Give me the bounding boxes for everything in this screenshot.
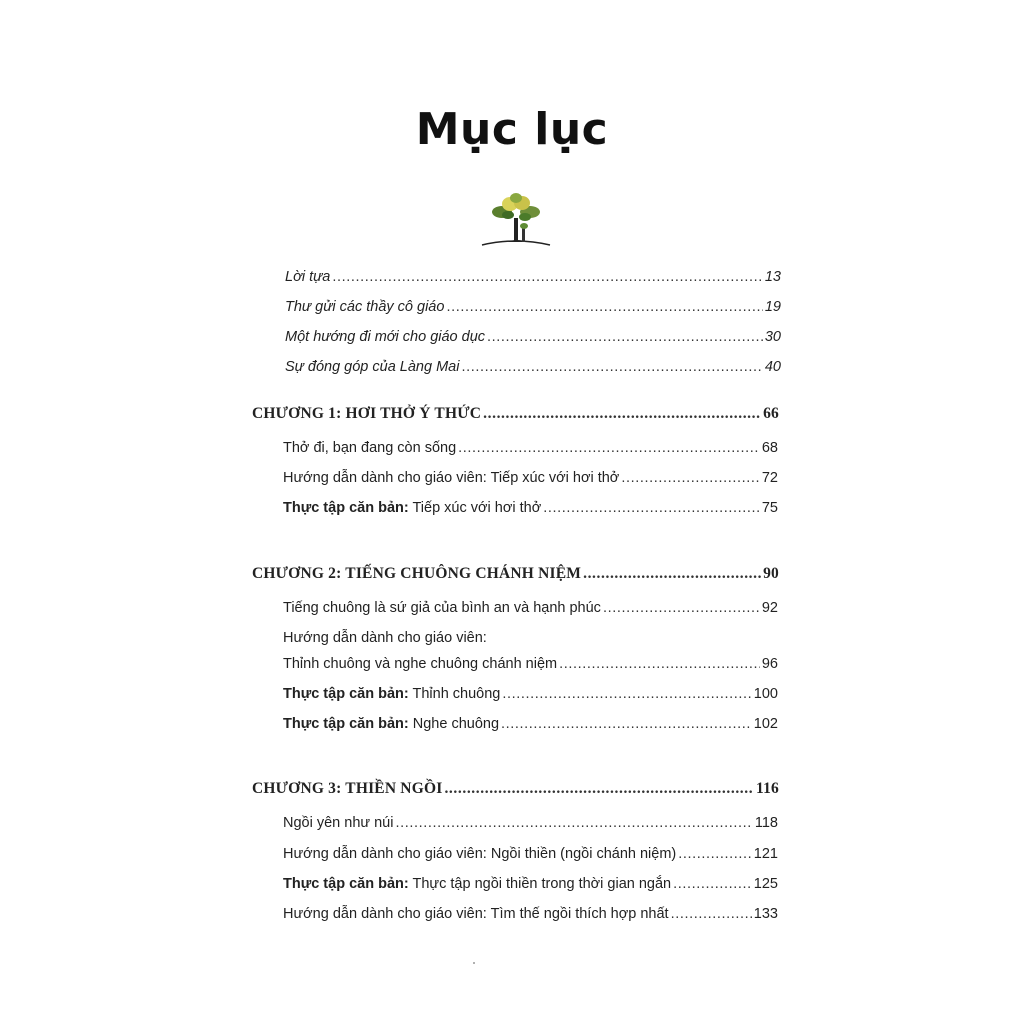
toc-entry[interactable] [283, 600, 778, 616]
toc-entry-preface[interactable] [285, 269, 781, 285]
toc-page-number: 121 [753, 846, 778, 862]
leader-dots [673, 876, 752, 892]
toc-page-number: 19 [764, 299, 781, 315]
toc-entry-letter[interactable] [285, 299, 781, 315]
tree-icon [480, 190, 552, 248]
toc-page-number: 68 [761, 440, 778, 456]
toc-page-number: 116 [756, 780, 779, 797]
toc-entry-label: Thở đi, bạn đang còn sống [283, 440, 457, 456]
toc-page-number: 96 [761, 656, 778, 672]
chapter-title: CHƯƠNG 1: HƠI THỞ Ý THỨC [252, 404, 482, 423]
toc-chapter-3[interactable] [252, 780, 779, 798]
toc-entry-contribution[interactable] [285, 359, 781, 375]
toc-entry-label: Tiếng chuông là sứ giả của bình an và hạnh phúc [283, 600, 601, 616]
leader-dots [559, 656, 760, 672]
toc-entry-label: Ngồi yên như núi [283, 815, 394, 831]
leader-dots [621, 470, 760, 486]
toc-entry[interactable] [283, 906, 778, 922]
leader-dots [583, 565, 761, 583]
toc-entry[interactable] [283, 500, 778, 516]
practice-prefix: Thực tập căn bản: [283, 716, 409, 732]
leader-dots [671, 906, 752, 922]
chapter-title: CHƯƠNG 2: TIẾNG CHUÔNG CHÁNH NIỆM [252, 564, 582, 583]
toc-entry[interactable] [283, 846, 778, 862]
leader-dots [483, 405, 761, 423]
toc-entry-label: Thỉnh chuông và nghe chuông chánh niệm [283, 656, 558, 672]
toc-page-number: 72 [761, 470, 778, 486]
toc-page-number: 90 [763, 565, 779, 582]
leader-dots [543, 500, 760, 516]
chapter-title: CHƯƠNG 3: THIỀN NGỒI [252, 779, 443, 798]
leader-dots [487, 329, 763, 345]
leader-dots [502, 686, 751, 702]
practice-prefix: Thực tập căn bản: [283, 876, 409, 892]
toc-page-number: 100 [753, 686, 778, 702]
leader-dots [458, 440, 760, 456]
toc-entry-new-direction[interactable] [285, 329, 781, 345]
toc-entry[interactable] [283, 470, 778, 486]
toc-entry[interactable] [283, 686, 778, 702]
toc-entry-label: Lời tựa [285, 269, 331, 285]
toc-entry-label: Tiếp xúc với hơi thở [408, 500, 542, 516]
toc-entry-label: Thực tập ngồi thiền trong thời gian ngắn [408, 876, 672, 892]
toc-entry[interactable] [283, 815, 778, 831]
toc-page-number: 30 [764, 329, 781, 345]
toc-page-number: 40 [764, 359, 781, 375]
page-title: Mục lục [415, 104, 609, 155]
page-mark [473, 962, 475, 964]
toc-chapter-1[interactable] [252, 405, 779, 423]
toc-entry-label: Một hướng đi mới cho giáo dục [285, 329, 486, 345]
toc-page-number: 125 [753, 876, 778, 892]
toc-entry-label: Sự đóng góp của Làng Mai [285, 359, 460, 375]
toc-entry-label: Hướng dẫn dành cho giáo viên: Ngồi thiền (ngồi chánh niệm) [283, 846, 677, 862]
toc-page-number: 75 [761, 500, 778, 516]
leader-dots [501, 716, 752, 732]
toc-entry-label: Thỉnh chuông [408, 686, 501, 702]
toc-page-number: 102 [753, 716, 778, 732]
leader-dots [678, 846, 752, 862]
leader-dots [444, 780, 754, 798]
toc-entry-label: Hướng dẫn dành cho giáo viên: Tiếp xúc với hơi thở [283, 470, 620, 486]
toc-page-number: 118 [754, 815, 778, 831]
practice-prefix: Thực tập căn bản: [283, 500, 409, 516]
toc-page-number: 133 [753, 906, 778, 922]
leader-dots [395, 815, 752, 831]
toc-page-number: 92 [761, 600, 778, 616]
practice-prefix: Thực tập căn bản: [283, 686, 409, 702]
toc-page-number: 13 [764, 269, 781, 285]
leader-dots [332, 269, 762, 285]
toc-entry[interactable] [283, 876, 778, 892]
leader-dots [461, 359, 762, 375]
leader-dots [446, 299, 762, 315]
toc-entry-line1: Hướng dẫn dành cho giáo viên: [283, 630, 487, 646]
toc-entry[interactable] [283, 440, 778, 456]
toc-chapter-2[interactable] [252, 565, 779, 583]
toc-entry-label: Thư gửi các thầy cô giáo [285, 299, 445, 315]
toc-entry-label: Nghe chuông [408, 716, 500, 732]
toc-entry-label: Hướng dẫn dành cho giáo viên: Tìm thế ngồi thích hợp nhất [283, 906, 669, 922]
toc-entry[interactable] [283, 716, 778, 732]
leader-dots [603, 600, 760, 616]
toc-entry[interactable] [283, 656, 778, 672]
toc-page-number: 66 [763, 405, 779, 422]
